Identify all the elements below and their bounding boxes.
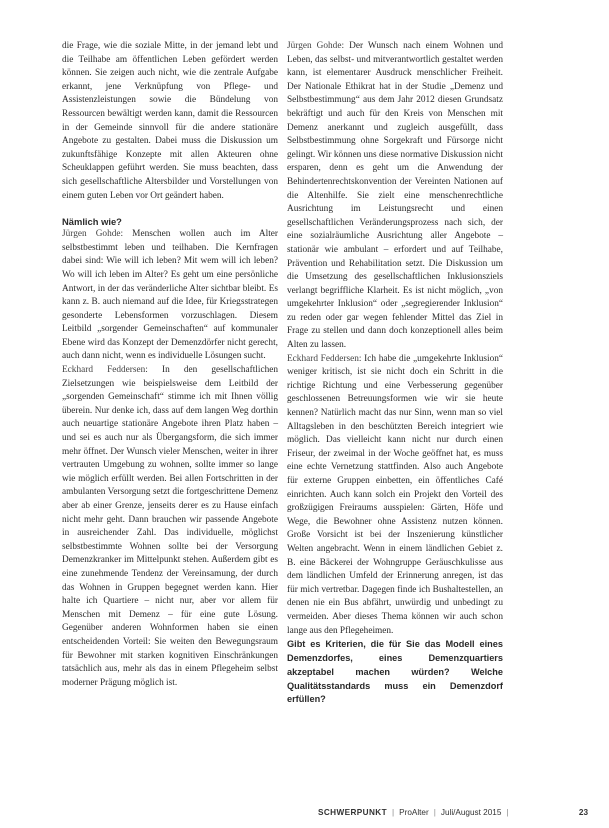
page-footer — [318, 805, 588, 819]
right-paragraph-1 — [287, 40, 503, 353]
paragraph-text: Der Wunsch nach einem Wohnen und Leben, das selbst- und mitverantwortlich gestaltet werden kann, ist elementarer Ausdruck menschlicher Freiheit. Der Nationale Ethikrat hat in der Studie „Demenz und Selbstbestimmung“ aus dem Jahr 2012 diesen Grundsatz bekräftigt und auch für den Kreis von Menschen mit Demenz anerkannt und zugleich ausgefüllt, dass Selbstbestimmung ohne Sorgekraft und Fürsorge nicht gelingt. Wir können uns diese normative Diskussion nicht ersparen, denn es geht um die Anwendung der Behindertenrechtskonvention der Vereinten Nationen auf die Altenhilfe. Sie zielt eine menschenrechtliche Ausrichtung im Leistungsrecht und einen gesellschaftlichen Veränderungsprozess nach sich, der eine sozialräumliche Ausrichtung aller Angebote – stationär wie ambulant – erfordert und auf Teilhabe, Prävention und Rehabilitation setzt. Die Diskussion um die Umsetzung des gesellschaftlichen Inklusionsziels verlangt begriffliche Klarheit. Es ist nicht möglich, „von umgekehrter Inklusion“ oder „segregierender Inklusion“ zu reden oder gar wegen fehlender Mittel das Ziel in Frage zu stellen und dann doch konzeptionell alles beim Alten zu lassen. — [287, 41, 504, 351]
left-column — [62, 40, 278, 690]
footer-separator: | — [392, 807, 395, 817]
paragraph-text: In den gesellschaftlichen Zielsetzungen wie beispielsweise dem Leitbild der „sorgenden Gemeinschaft“ stimme ich mit Ihnen völlig überein. Nur denke ich, dass auf dem langen Weg dorthin auch neuartige stationäre Angebote ihren Platz haben – und sei es auch nur als Übergangsform, die sich immer mehr öffnet. Der Wunsch vieler Menschen, weiter in ihrer vertrauten Umgebung zu wohnen, sollte immer so lange wie möglich erfüllt werden. Bei allen Fortschritten in der ambulanten Versorgung setzt die fortgeschrittene Demenz aber ab einer Grenze, jenseits derer es zu Hause einfach nicht mehr geht. Dann brauchen wir passende Angebote in ausreichender Zahl. Das individuelle, möglichst selbstbestimmte Wohnen sollte bei der Versorgung Demenzkranker im Mittelpunkt stehen. Außerdem gibt es eine zunehmende Tendenz der Vereinsamung, der durch das Wohnen in Gruppen begegnet werden kann. Hier halte ich Quartiere – nicht nur, aber vor allem für Menschen mit Demenz – für eine gute Lösung. Gegenüber anderen Wohnformen haben sie einen entscheidenden Vorteil: Sie weiten den Bewegungsraum für Bewohner mit starken kognitiven Einschränkungen tatsächlich aus, mehr als das in einem Pflegeheim selbst moderner Prägung möglich ist. — [62, 365, 279, 688]
left-paragraph-2 — [62, 228, 278, 364]
speaker-label: Eckhard Feddersen: — [62, 365, 148, 376]
footer-magazine: ProAlter — [399, 807, 429, 817]
footer-issue: Juli/August 2015 — [440, 807, 502, 817]
left-paragraph-3 — [62, 364, 278, 690]
paragraph-text: Menschen wollen auch im Alter selbstbestimmt leben und teilhaben. Die Kernfragen dabei sind: Wie will ich leben? Mit wem will ich leben? Wo will ich leben im Alter? Es geht um eine persönliche Antwort, in der das veränderliche Alter sichtbar bleibt. Es kann z. B. auch niemand auf die Idee, für Kriegsstrategen gesonderte Lebensformen vorzuschlagen. Diesem Leitbild „sorgender Gemeinschaften“ auf kommunaler Ebene wird das Konzept der Demenzdörfer nicht gerecht, auch dann nicht, wenn es individuelle Lösungen sucht. — [62, 229, 278, 362]
page-number: 23 — [578, 807, 588, 817]
left-paragraph-1: die Frage, wie die soziale Mitte, in der jemand lebt und die Teilhabe am öffentlichen Leben gefördert werden können. Sie zeigen auch nicht, wie die zentrale Aufgabe erkannt, jene Verknüpfung von Pflege- und Assistenzleistungen sowie die Bündelung von Ressourcen bewältigt werden kann, damit die Ressourcen in der Gemeinde sinnvoll für die andere stationäre Angebote zu gestalten. Dabei muss die Diskussion um zukunftsfähige Konzepte mit allen Akteuren ohne Scheuklappen geführt werden. Sie muss beachten, dass sich gesellschaftliche Altersbilder und Vorstellungen von einem guten Leben vor Ort geändert haben. — [62, 41, 278, 201]
right-column — [287, 40, 503, 707]
speaker-label: Eckhard Feddersen: — [287, 353, 362, 364]
footer-separator: | — [506, 807, 509, 817]
subheading-naemlich-wie: Nämlich wie? — [62, 216, 122, 228]
footer-section: SCHWERPUNKT — [318, 807, 387, 817]
interview-question: Gibt es Kriterien, die für Sie das Modell eines Demenzdorfes, eines Demenzquartiers akzeptabel machen würden? Welche Qualitätsstandards muss ein Demenzdorf erfüllen? — [287, 639, 503, 705]
speaker-label: Jürgen Gohde: — [287, 41, 345, 51]
right-paragraph-2 — [287, 353, 503, 638]
speaker-label: Jürgen Gohde: — [62, 229, 124, 240]
footer-separator: | — [433, 807, 436, 817]
paragraph-text: Ich habe die „umgekehrte Inklusion“ weniger kritisch, ist sie nicht doch ein Schritt in die richtige Richtung und eine Verbesserung gegenüber geschlossenen Betreuungsformen wie wir sie heute kennen? Natürlich macht das nur Sinn, wenn man so viel Alltagsleben in den beschützten Bereich integriert wie möglich. Das vielleicht kann nicht nur durch einen Friseur, der zweimal in der Woche geöffnet hat, es muss eine echte Vernetzung stattfinden. Also auch Angebote für externe Gruppen einbetten, ein öffentliches Café einrichten. Auch kann solch ein Projekt den Vorteil des großzügigen Freiraums ausspielen: Gärten, Höfe und Wege, die Bewohner ohne Assistenz nutzen können. Große Vorsicht ist bei der Inszenierung künstlicher Welten angebracht. Wenn in einem ländlichen Gebiet z. B. eine Bäckerei der Wohngruppe Geräuschkulisse aus dem ländlichen Umfeld der Erinnerung anregen, ist das für mich vertretbar. Dagegen finde ich Bushaltestellen, an denen nie ein Bus abfährt, unwürdig und unbedingt zu vermeiden. Aber dieses Thema können wir auch schon lange aus den Pflegeheimen. — [287, 353, 503, 636]
